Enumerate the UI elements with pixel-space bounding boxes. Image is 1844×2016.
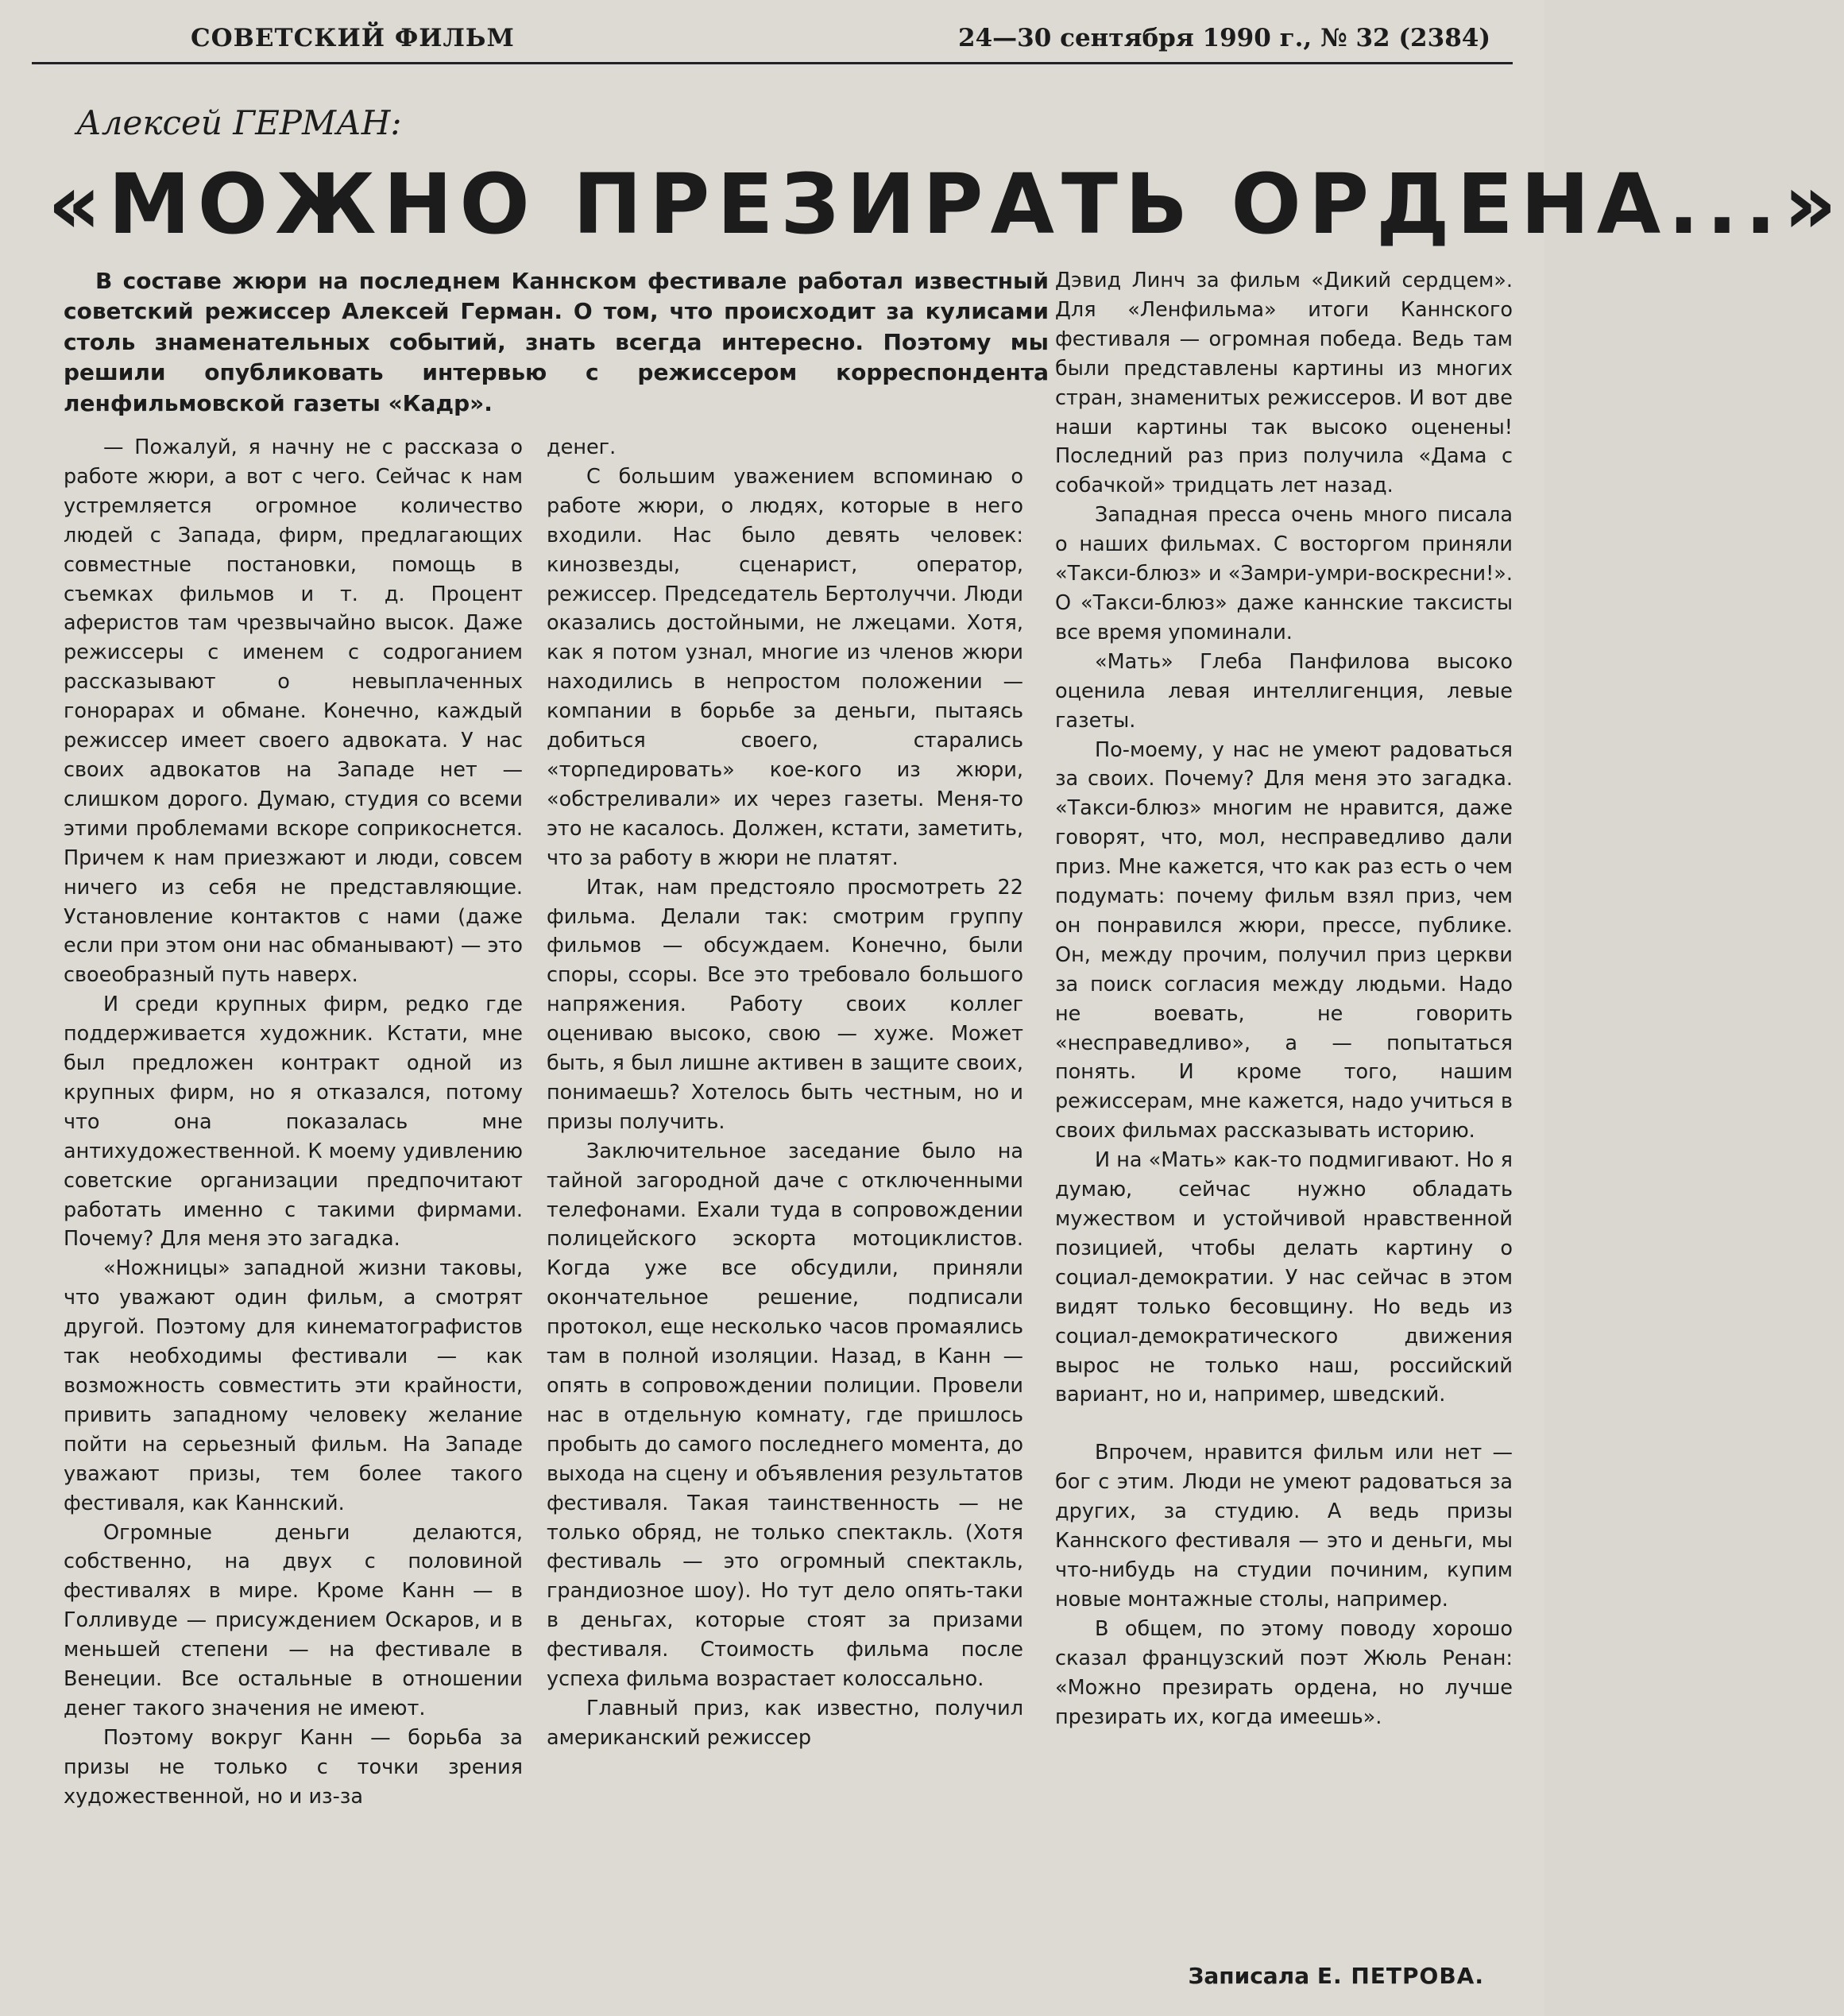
paragraph: Заключительное заседание было на тайной загородной даче с отключенными телефонами. Ехали туда в сопровождении полицейского эскорта мотоциклистов. Когда уже все обсудили, приняли окончательное решение, подписали протокол, еще несколько часов промаялись там в полной изоляции. Назад, в Канн — опять в сопровождении полиции. Провели нас в отдельную комнату, где пришлось пробыть до самого последнего момента, до выхода на сцену и объявления результатов фестиваля. Такая таинственность — не только обряд, не только спектакль. (Хотя фестиваль — это огромный спектакль, грандиозное шоу). Но тут дело опять-таки в деньгах, которые стоят за призами фестиваля. Стоимость фильма после успеха фильма возрастает колоссально. — [547, 1139, 1023, 1692]
paragraph: Огромные деньги делаются, собственно, на двух с половиной фестивалях в мире. Кроме Канн — в Голливуде — присуждением Оскаров, и в меньшей степени — на фестивале в Венеции. Все остальные в отношении денег такого значения не имеют. — [64, 1520, 523, 1720]
paragraph: Западная пресса очень много писала о наших фильмах. С восторгом приняли «Такси-блюз» и «Замри-умри-воскресни!». О «Такси-блюз» даже каннские таксисты все время упоминали. — [1055, 503, 1513, 644]
article-column-2 — [547, 433, 1023, 1753]
article-lead: В составе жюри на последнем Каннском фестивале работал известный советский режиссер Алексей Герман. О том, что происходит за кулисами столь знаменательных событий, знать всегда интересно. Поэтому мы решили опубликовать интервью с режиссером корреспондента ленфильмовской газеты «Кадр». — [64, 268, 1049, 416]
paragraph: И среди крупных фирм, редко где поддерживается художник. Кстати, мне был предложен контракт одной из крупных фирм, но я отказался, потому что она показалась мне антихудожественной. К моему удивлению советские организации предпочитают работать именно с такими фирмами. Почему? Для меня это загадка. — [64, 993, 523, 1252]
paragraph: С большим уважением вспоминаю о работе жюри, о людях, которые в него входили. Нас было девять человек: кинозвезды, сценарист, оператор, режиссер. Председатель Бертолуччи. Люди оказались достойными, не лжецами. Хотя, как я потом узнал, многие из членов жюри находились в непростом положении — компании в борьбе за деньги, пытаясь добиться своего, старались «торпедировать» кое-кого из жюри, «обстреливали» их через газеты. Меня-то это не касалось. Должен, кстати, заметить, что за работу в жюри не платят. — [547, 464, 1023, 870]
article-column-1 — [64, 433, 523, 1812]
article-signature — [1188, 1963, 1484, 1989]
paragraph: Итак, нам предстояло просмотреть 22 фильма. Делали так: смотрим группу фильмов — обсуждаем. Конечно, были споры, ссоры. Все это требовало большого напряжения. Работу своих коллег оцениваю высоко, свою — хуже. Может быть, я был лишне активен в защите своих, понимаешь? Хотелось быть честным, но и призы получить. — [547, 875, 1023, 1134]
paragraph: «Мать» Глеба Панфилова высоко оценила левая интеллигенция, левые газеты. — [1055, 649, 1513, 733]
article-headline: «МОЖНО ПРЕЗИРАТЬ ОРДЕНА...» — [48, 156, 1844, 253]
paragraph: И на «Мать» как-то подмигивают. Но я думаю, сейчас нужно обладать мужеством и устойчивой нравственной позицией, чтобы делать картину о социал-демократии. У нас сейчас в этом видят только бесовщину. Но ведь из социал-демократического движения вырос не только наш, российский вариант, но и, например, шведский. — [1055, 1148, 1513, 1407]
paragraph: Дэвид Линч за фильм «Дикий сердцем». Для «Ленфильма» итоги Каннского фестиваля — огромная победа. Ведь там были представлены картины из многих стран, знаменитых режиссеров. И вот две наши картины так высоко оценены! Последний раз приз получила «Дама с собачкой» тридцать лет назад. — [1055, 269, 1513, 498]
paragraph: Впрочем, нравится фильм или нет — бог с этим. Люди не умеют радоваться за других, за студию. А ведь призы Каннского фестиваля — это и деньги, мы что-нибудь на студии починим, купим новые монтажные столы, например. — [1055, 1441, 1513, 1612]
article-author: Алексей ГЕРМАН: — [76, 103, 402, 142]
newspaper-name: СОВЕТСКИЙ ФИЛЬМ — [191, 24, 515, 52]
article-column-3 — [1055, 266, 1513, 1732]
paragraph: В общем, по этому поводу хорошо сказал французский поэт Жюль Ренан: «Можно презирать ордена, но лучше презирать их, когда имеешь». — [1055, 1616, 1513, 1729]
masthead — [32, 21, 1513, 64]
paragraph: — Пожалуй, я начну не с рассказа о работе жюри, а вот с чего. Сейчас к нам устремляется огромное количество людей с Запада, фирм, предлагающих совместные постановки, помощь в съемках фильмов и т. д. Процент аферистов там чрезвычайно высок. Даже режиссеры с именем с содроганием рассказывают о невыплаченных гонорарах и обмане. Конечно, каждый режиссер имеет своего адвоката. У нас своих адвокатов на Западе нет — слишком дорого. Думаю, студия со всеми этими проблемами вскоре соприкоснется. Причем к нам приезжают и люди, совсем ничего из себя не представляющие. Установление контактов с нами (даже если при этом они нас обманывают) — это своеобразный путь наверх. — [64, 435, 523, 988]
paragraph: денег. — [547, 435, 617, 459]
paragraph: Главный приз, как известно, получил американский режиссер — [547, 1696, 1023, 1750]
paragraph: «Ножницы» западной жизни таковы, что уважают один фильм, а смотрят другой. Поэтому для кинематографистов так необходимы фестивали — как возможность совместить эти крайности, привить западному человеку желание пойти на серьезный фильм. На Западе уважают призы, тем более такого фестиваля, как Каннский. — [64, 1256, 523, 1515]
signature-prefix: Записала — [1188, 1963, 1310, 1989]
issue-date: 24—30 сентября 1990 г., № 32 (2384) — [958, 24, 1490, 52]
paragraph: Поэтому вокруг Канн — борьба за призы не только с точки зрения художественной, но и из-за — [64, 1725, 523, 1809]
paragraph: По-моему, у нас не умеют радоваться за своих. Почему? Для меня это загадка. «Такси-блюз» многим не нравится, даже говорят, что, мол, несправедливо дали приз. Мне кажется, что как раз есть о чем подумать: почему фильм взял приз, чем он понравился жюри, прессе, публике. Он, между прочим, получил приз церкви за поиск согласия между людьми. Надо не воевать, не говорить «несправедливо», а — попытаться понять. И кроме того, нашим режиссерам, мне кажется, надо учиться в своих фильмах рассказывать историю. — [1055, 737, 1513, 1143]
signature-name: Е. ПЕТРОВА. — [1316, 1963, 1484, 1989]
